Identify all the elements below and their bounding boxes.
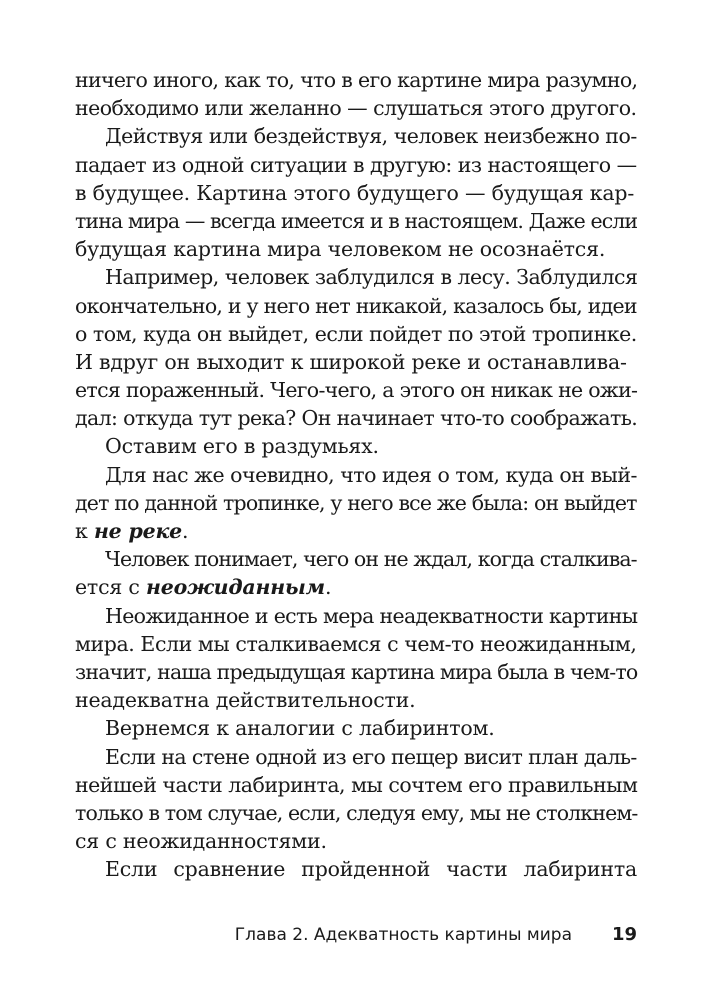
text-fragment: к bbox=[75, 519, 94, 543]
text-line: тина мира — всегда имеется и в настоящем. Даже если bbox=[75, 208, 638, 233]
text-line: ется пораженный. Чего-чего, а этого он никак не ожи- bbox=[75, 378, 638, 403]
text-line: неадекватна действительности. bbox=[75, 688, 416, 713]
text-line: окончательно, и у него нет никакой, казалось бы, идеи bbox=[75, 293, 637, 318]
text-line: мира. Если мы сталкиваемся с чем-то неожиданным, bbox=[75, 631, 637, 656]
text-line: ничего иного, как то, что в его картине мира разумно, bbox=[75, 68, 638, 92]
text-line: И вдруг он выходит к широкой реке и останавлива- bbox=[75, 349, 627, 374]
text-line: Например, человек заблудился в лесу. Заблудился bbox=[105, 265, 638, 290]
text-line: нейшей части лабиринта, мы сочтем его правильным bbox=[75, 772, 638, 797]
text-line: о том, куда он выйдет, если пойдет по этой тропинке. bbox=[75, 321, 637, 346]
text-line bbox=[75, 573, 637, 601]
page-footer bbox=[75, 922, 637, 950]
text-fragment: . bbox=[324, 575, 332, 600]
running-head: Глава 2. Адекватность картины мира bbox=[234, 925, 572, 945]
text-line: Неожиданное и есть мера неадекватности картины bbox=[105, 603, 638, 628]
text-line: будущая картина мира человеком не осознаётся. bbox=[75, 237, 606, 262]
text-line: падает из одной ситуации в другую: из настоящего — bbox=[75, 152, 637, 177]
word: сравнение bbox=[173, 857, 286, 882]
text-line: Вернемся к аналогии с лабиринтом. bbox=[105, 716, 495, 741]
word: лабиринта bbox=[523, 857, 637, 882]
text-line-justified bbox=[75, 855, 637, 883]
word: пройденной bbox=[301, 857, 431, 882]
text-fragment: ется с bbox=[75, 575, 147, 600]
text-line: Действуя или бездействуя, человек неизбежно по- bbox=[105, 124, 637, 149]
page-number: 19 bbox=[611, 924, 637, 945]
text-line: дет по данной тропинке, у него все же была: он выйдет bbox=[75, 490, 637, 515]
text-line: значит, наша предыдущая картина мира была в чем-то bbox=[75, 659, 638, 684]
emphasized-text: не реке bbox=[93, 519, 182, 543]
text-line: ся с неожиданностями. bbox=[75, 829, 327, 854]
text-line: необходимо или желанно — слушаться этого другого. bbox=[75, 96, 637, 121]
text-line: дал: откуда тут река? Он начинает что-то соображать. bbox=[75, 406, 638, 431]
text-line: в будущее. Картина этого будущего — будущая кар- bbox=[75, 180, 635, 205]
text-line bbox=[75, 517, 637, 545]
text-line: Оставим его в раздумьях. bbox=[105, 434, 379, 459]
body-text bbox=[75, 66, 637, 883]
word: Если bbox=[105, 857, 158, 882]
word: части bbox=[446, 857, 508, 882]
text-line: только в том случае, если, следуя ему, мы не столкнем- bbox=[75, 800, 638, 825]
text-fragment: . bbox=[181, 519, 189, 543]
text-line: Если на стене одной из его пещер висит план даль- bbox=[105, 744, 637, 769]
text-line: Человек понимает, чего он не ждал, когда сталкива- bbox=[105, 547, 637, 572]
emphasized-text: неожиданным bbox=[146, 575, 325, 600]
text-line: Для нас же очевидно, что идея о том, куда он вый- bbox=[105, 462, 637, 487]
